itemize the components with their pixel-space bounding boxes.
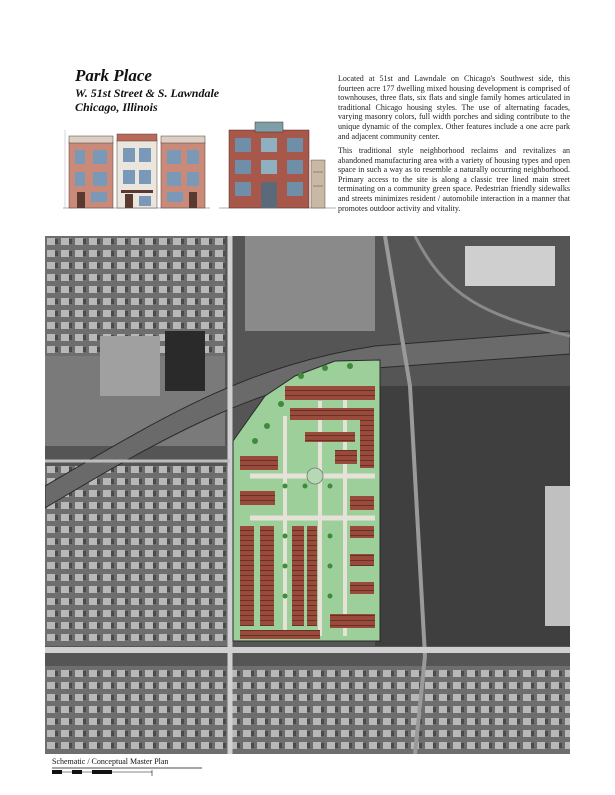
- project-title: Park Place: [75, 66, 152, 85]
- plan-caption: Schematic / Conceptual Master Plan: [52, 757, 169, 766]
- project-address: W. 51st Street & S. Lawndale: [75, 86, 220, 100]
- six-flat-elevation-drawing: [219, 120, 336, 212]
- townhouse-elevation-drawing: [63, 120, 210, 212]
- master-plan-aerial: [45, 236, 570, 754]
- description-paragraph-1: Located at 51st and Lawndale on Chicago's Southwest side, this fourteen acre 177 dwelling mixed housing development is comprised of townhouses, three flats, six flats and single family homes articulated in traditional Chicago housing styles. The use of alternating facades, varying masonry colors, full width porches and siding contribute to the unique dynamic of the complex. Other features include a one acre park and adjacent community center.: [338, 74, 570, 141]
- description-paragraph-2: This traditional style neighborhood reclaims and revitalizes an abandoned manufacturing area with a variety of housing types and open space in such a way as to resemble a naturally occurring neighborhood. Primary access to the site is along a classic tree lined main street terminating on a community green space. Pedestrian friendly sidewalks and streets minimizes resident / automobile interaction in a manner that promotes outdoor activity and vitality.: [338, 146, 570, 213]
- project-city: Chicago, Illinois: [75, 100, 158, 114]
- scale-bar: [52, 766, 212, 786]
